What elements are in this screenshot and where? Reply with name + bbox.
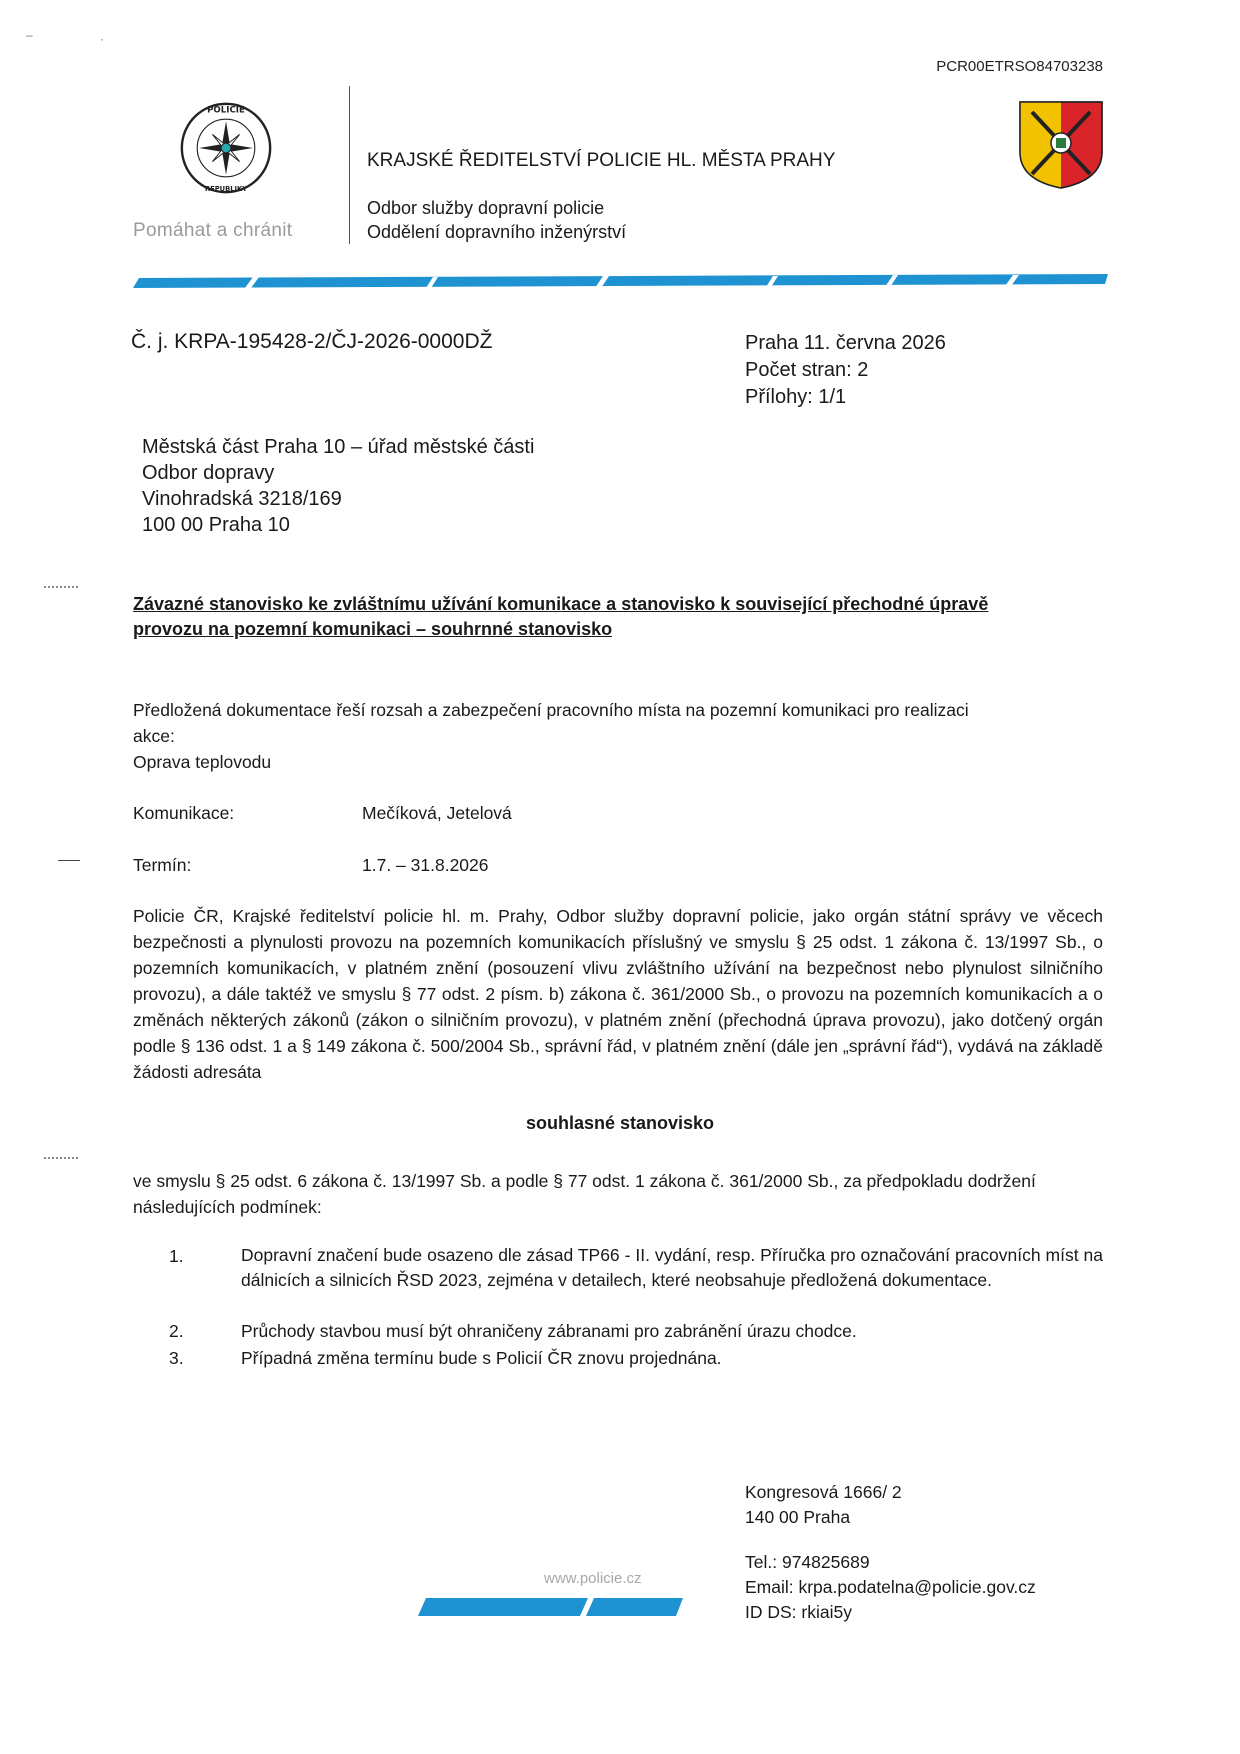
term-value: 1.7. – 31.8.2026 — [362, 855, 489, 875]
condition-text: Průchody stavbou musí být ohraničeny zábranami pro zabránění úrazu chodce. — [241, 1321, 857, 1341]
footer-data-box: ID DS: rkiai5y — [745, 1602, 852, 1622]
department-name: Odbor služby dopravní policie — [367, 198, 605, 218]
margin-mark — [58, 860, 80, 861]
condition-number: 3. — [169, 1348, 184, 1368]
recipient-line: Odbor dopravy — [142, 462, 275, 484]
header-blue-stripe — [133, 272, 1108, 292]
prague-crest-icon — [1018, 100, 1104, 190]
place-date: Praha 11. června 2026 — [745, 332, 946, 354]
recipient-line: Vinohradská 3218/169 — [142, 488, 342, 510]
legal-basis-paragraph: Policie ČR, Krajské ředitelství policie hl. m. Prahy, Odbor služby dopravní policie, jako orgán státní správy ve věcech bezpečnosti a plynulosti provozu na pozemních komunikacích příslušný ve smyslu § 25 odst. 1 zákona č. 13/1997 Sb., o pozemních komunikacích, v platném znění (posouzení vlivu zvláštního užívání na bezpečnost nebo plynulost silničního provozu), a dále taktéž ve smyslu § 77 odst. 2 písm. b) zákona č. 361/2000 Sb., o provozu na pozemních komunikacích a o změnách některých zákonů (zákon o silničním provozu), v platném znění (přechodná úprava provozu), jako dotčený orgán podle § 136 odst. 1 a § 149 zákona č. 500/2004 Sb., správní řád, v platném znění (dále jen „správní řád“), vydává na základě žádosti adresáta — [133, 906, 1103, 1082]
condition-number: 2. — [169, 1321, 184, 1341]
police-star-logo — [178, 100, 274, 196]
motto: Pomáhat a chránit — [133, 220, 293, 241]
recipient-address — [142, 434, 534, 538]
intro-paragraph — [133, 697, 1103, 775]
condition-text: Dopravní značení bude osazeno dle zásad TP66 - II. vydání, resp. Příručka pro označování pracovních míst na dálnicích a silnicích ŘSD 2023, zejména v detailech, které neobsahuje předložená dokumentace. — [241, 1245, 1103, 1290]
conditions-intro: ve smyslu § 25 odst. 6 zákona č. 13/1997 Sb. a podle § 77 odst. 1 zákona č. 361/2000 Sb., za předpokladu dodržení následujících podmínek: — [133, 1171, 1036, 1217]
recipient-line: 100 00 Praha 10 — [142, 514, 290, 536]
document-code: PCR00ETRSO84703238 — [936, 58, 1103, 75]
condition-text: Případná změna termínu bude s Policií ČR znovu projednána. — [241, 1348, 722, 1368]
subject-line: provozu na pozemní komunikaci – souhrnné stanovisko — [133, 619, 613, 639]
footer-blue-stripe — [418, 1594, 683, 1616]
margin-mark — [44, 586, 78, 588]
recipient-line: Městská část Praha 10 – úřad městské části — [142, 436, 535, 458]
condition-number: 1. — [169, 1246, 184, 1266]
intro-line: Předložená dokumentace řeší rozsah a zabezpečení pracovního místa na pozemní komunikaci pro realizaci — [133, 700, 969, 720]
margin-mark — [44, 1157, 78, 1159]
attachments: Přílohy: 1/1 — [745, 386, 847, 408]
subject-line: Závazné stanovisko ke zvláštnímu užívání komunikace a stanovisko k související přechodné úpravě — [133, 594, 989, 614]
footer-contact — [745, 1550, 1036, 1625]
footer-city: 140 00 Praha — [745, 1507, 851, 1527]
website-link[interactable]: www.policie.cz — [544, 1570, 642, 1587]
term-label: Termín: — [133, 855, 192, 875]
intro-line: Oprava teplovodu — [133, 752, 272, 772]
road-value: Mečíková, Jetelová — [362, 803, 512, 823]
reference-number: Č. j. KRPA-195428-2/ČJ-2026-0000DŽ — [131, 330, 493, 353]
scan-mark: · — [100, 32, 104, 46]
footer-street: Kongresová 1666/ 2 — [745, 1482, 902, 1502]
subject-heading — [133, 592, 1103, 642]
footer-phone: Tel.: 974825689 — [745, 1552, 870, 1572]
footer-email: Email: krpa.podatelna@policie.gov.cz — [745, 1577, 1036, 1597]
road-label: Komunikace: — [133, 803, 235, 823]
footer-address — [745, 1480, 902, 1530]
svg-text:POLICIE: POLICIE — [207, 105, 245, 116]
header-divider — [349, 86, 350, 244]
organization-title: KRAJSKÉ ŘEDITELSTVÍ POLICIE HL. MĚSTA PRAHY — [367, 150, 836, 171]
svg-text:REPUBLIKY: REPUBLIKY — [204, 185, 248, 194]
agreement-heading: souhlasné stanovisko — [525, 1113, 715, 1133]
scan-mark: – — [26, 28, 33, 42]
page-count: Počet stran: 2 — [745, 359, 869, 381]
intro-line: akce: — [133, 726, 175, 746]
document-meta — [745, 330, 946, 411]
section-name: Oddělení dopravního inženýrství — [367, 222, 627, 242]
